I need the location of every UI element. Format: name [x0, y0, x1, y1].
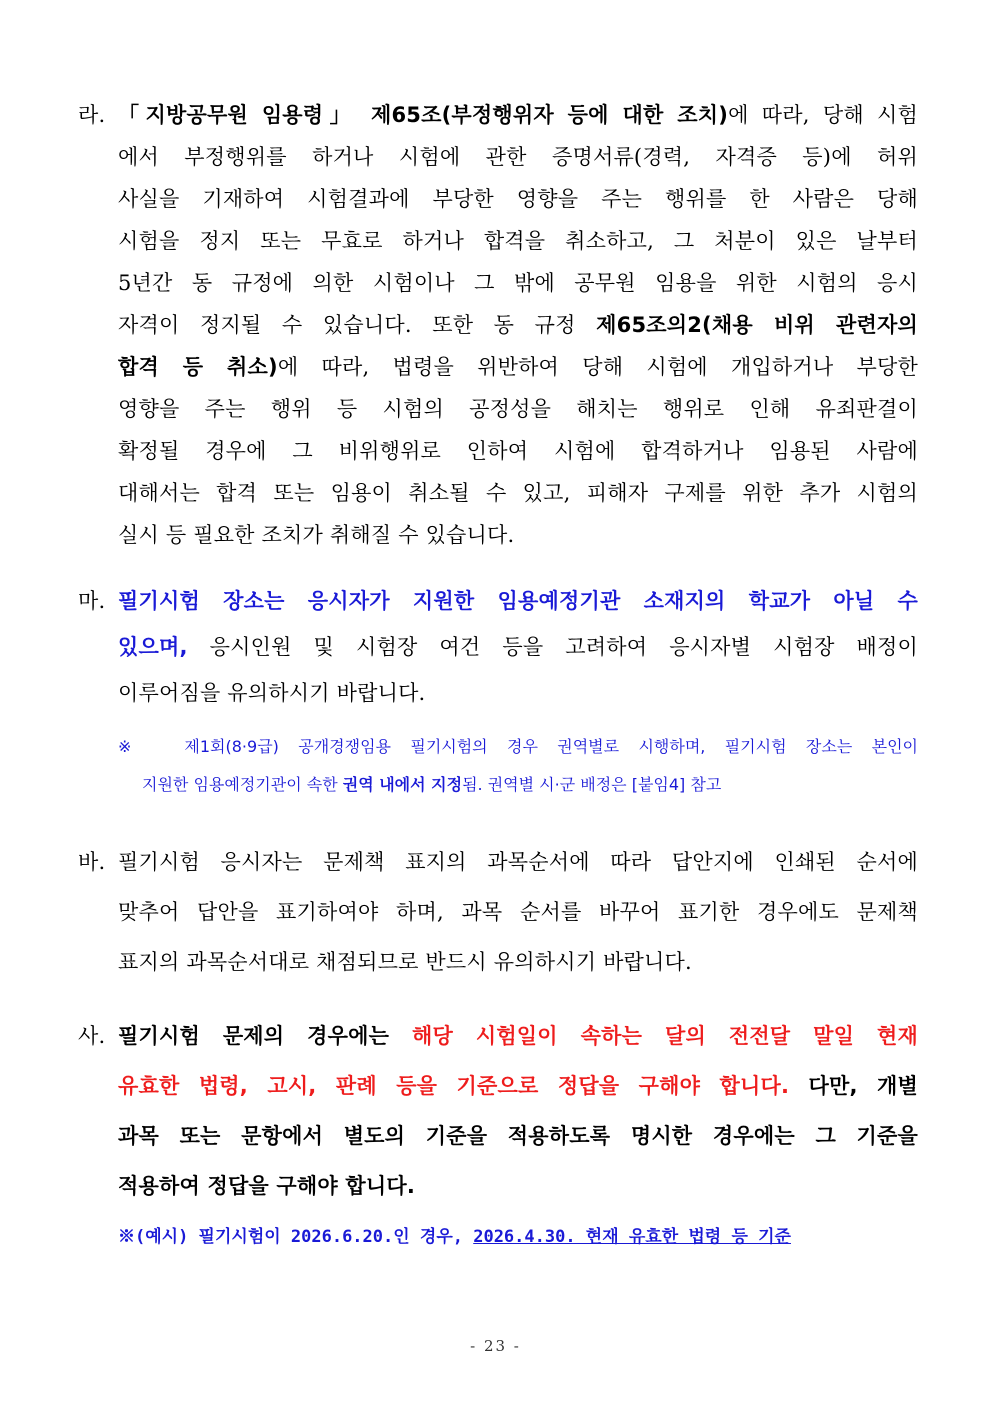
section-ra-line-9: 확정될 경우에 그 비위행위로 인하여 시험에 합격하거나 임용된 사람에	[118, 439, 918, 463]
region-designation: 권역 내에서 지정	[342, 775, 463, 794]
note-symbol: ※	[118, 737, 146, 756]
section-ra-line-5: 5년간 동 규정에 의한 시험이나 그 밖에 공무원 임용을 위한 시험의 응시	[118, 271, 918, 295]
section-sa-line-1: 사. 필기시험 문제의 경우에는 해당 시험일이 속하는 달의 전전달 말일 현재	[78, 1011, 918, 1061]
section-sa	[78, 1011, 918, 1255]
section-ma-marker: 마.	[78, 589, 106, 613]
section-sa-line-4: 적용하여 정답을 구해야 합니다.	[118, 1174, 416, 1198]
section-ra-line-2: 에서 부정행위를 하거나 시험에 관한 증명서류(경력, 자격증 등)에 허위	[118, 145, 918, 169]
section-ra-line-11: 실시 등 필요한 조치가 취해질 수 있습니다.	[118, 523, 515, 547]
section-sa-line-3: 과목 또는 문항에서 별도의 기준을 적용하도록 명시한 경우에는 그 기준을	[118, 1124, 918, 1148]
section-ma-line-3: 이루어짐을 유의하시기 바랍니다.	[118, 681, 426, 705]
section-ra-line-7: 합격 등 취소)에 따라, 법령을 위반하여 당해 시험에 개입하거나 부당한	[118, 355, 918, 379]
section-ba	[78, 837, 918, 987]
section-sa-line-2: 유효한 법령, 고시, 판례 등을 기준으로 정답을 구해야 합니다. 다만, 개별	[118, 1074, 918, 1098]
section-ba-line-3: 표지의 과목순서대로 채점되므로 반드시 유의하시기 바랍니다.	[118, 950, 692, 974]
section-ba-line-2: 맞추어 답안을 표기하여야 하며, 과목 순서를 바꾸어 표기한 경우에도 문제책	[118, 900, 918, 924]
section-sa-example: ※(예시) 필기시험이 2026.6.20.인 경우, 2026.4.30. 현재 유효한 법령 등 기준	[118, 1227, 791, 1247]
section-ra-line-8: 영향을 주는 행위 등 시험의 공정성을 해치는 행위로 인해 유죄판결이	[118, 397, 918, 421]
section-ba-line-1: 바. 필기시험 응시자는 문제책 표지의 과목순서에 따라 답안지에 인쇄된 순서에	[78, 837, 918, 887]
legal-basis-date-rule: 해당 시험일이 속하는 달의 전전달 말일 현재	[411, 1024, 918, 1048]
section-ma-line-1	[78, 578, 918, 624]
section-ma	[78, 578, 918, 804]
section-ma-line-2: 있으며, 응시인원 및 시험장 여건 등을 고려하여 응시자별 시험장 배정이	[118, 635, 918, 659]
page-number: - 23 -	[470, 1337, 521, 1355]
section-ma-note-line-1: ※ 제1회(8·9급) 공개경쟁임용 필기시험의 경우 권역별로 시행하며, 필기시험 장소는 본인이	[118, 737, 919, 756]
section-ra-marker: 라.	[78, 103, 106, 127]
section-ra-line-4: 시험을 정지 또는 무효로 하거나 합격을 취소하고, 그 처분이 있은 날부터	[118, 229, 918, 253]
section-ra-line-1: 라. 「지방공무원 임용령」 제65조(부정행위자 등에 대한 조치)에 따라, 당해 시험	[78, 94, 918, 136]
law-reference-65: 「지방공무원 임용령」 제65조(부정행위자 등에 대한 조치)	[118, 103, 729, 127]
section-ma-note-line-2: 지원한 임용예정기관이 속한 권역 내에서 지정됨. 권역별 시·군 배정은 [붙임4] 참고	[142, 775, 722, 794]
section-ba-marker: 바.	[78, 850, 106, 874]
section-ma-note	[78, 728, 918, 804]
example-symbol: ※	[118, 1227, 135, 1247]
exam-location-notice: 필기시험 장소는 응시자가 지원한 임용예정기관 소재지의 학교가 아닐 수	[118, 589, 918, 613]
section-ra-line-6: 자격이 정지될 수 있습니다. 또한 동 규정 제65조의2(채용 비위 관련자의	[118, 313, 918, 337]
section-ra-line-3: 사실을 기재하여 시험결과에 부당한 영향을 주는 행위를 한 사람은 당해	[118, 187, 918, 211]
section-ra	[78, 94, 918, 556]
example-reference-date: 2026.4.30. 현재 유효한 법령 등 기준	[473, 1227, 791, 1247]
section-sa-marker: 사.	[78, 1024, 106, 1048]
section-ra-line-10: 대해서는 합격 또는 임용이 취소될 수 있고, 피해자 구제를 위한 추가 시험의	[118, 481, 918, 505]
law-reference-65-2: 제65조의2(채용 비위 관련자의	[596, 313, 918, 337]
